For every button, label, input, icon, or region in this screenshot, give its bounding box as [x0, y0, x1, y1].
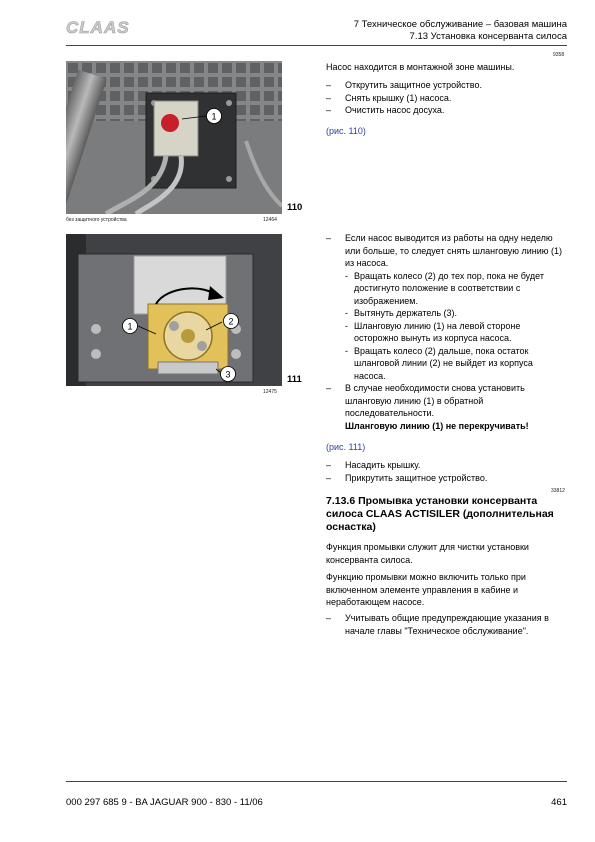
sub-list-item: - Вращать колесо (2) до тех пор, пока не будет достигнуто положение в соответствии с изображением.: [345, 270, 544, 306]
chapter-title: 7 Техническое обслуживание – базовая машина: [353, 19, 567, 30]
figure-110-link[interactable]: (рис. 110): [326, 126, 366, 136]
list-item: – Открутить защитное устройство.: [326, 80, 482, 90]
figure-111-photo: [66, 234, 282, 386]
figure-111-number: 111: [287, 374, 302, 385]
figure-110-caption: без защитного устройства: [66, 217, 127, 223]
section-heading: 7.13.6 Промывка установки консерванта силоса CLAAS ACTISILER (дополнительная оснастка): [326, 495, 554, 533]
sub-list-item: - Вытянуть держатель (3).: [345, 308, 458, 318]
paragraph-2: Функцию промывки можно включить только при включенном элементе управления в кабине и неработающем насосе.: [326, 572, 526, 607]
svg-text:CLAAS: CLAAS: [66, 18, 130, 37]
step-list-1: [326, 79, 566, 117]
step-list-2: [326, 459, 566, 484]
paragraph-1: Функция промывки служит для чистки установки консерванта силоса.: [326, 542, 529, 565]
list-item: – Учитывать общие предупреждающие указания в начале главы "Техническое обслуживание".: [326, 613, 549, 636]
svg-text:2: 2: [228, 316, 234, 327]
section-title: 7.13 Установка консерванта силоса: [409, 31, 567, 42]
svg-text:3: 3: [225, 369, 231, 380]
list-item: – В случае необходимости снова установить шланговую линию (1) в обратной последовательности.: [326, 383, 525, 418]
warning-text: Шланговую линию (1) не перекручивать!: [345, 420, 529, 431]
figure-110-number: 110: [287, 202, 303, 213]
claas-logo: [66, 17, 142, 37]
figure-110-photo: [66, 61, 282, 214]
list-item: – Если насос выводится из работы на одну неделю или больше, то следует снять шланговую линию (1) из насоса.: [326, 233, 563, 268]
svg-text:1: 1: [127, 321, 133, 332]
list-item: – Насадить крышку.: [326, 460, 421, 470]
figure-111-link[interactable]: (рис. 111): [326, 442, 366, 452]
figure-111-ref: 12475: [263, 389, 277, 395]
list-item: – Очистить насос досуха.: [326, 105, 445, 115]
figure-110-ref: 12464: [263, 217, 277, 223]
svg-text:1: 1: [211, 111, 217, 122]
ref-33812: 33812: [551, 488, 565, 494]
sub-list-item: - Шланговую линию (1) на левой стороне осторожно вынуть из корпуса насоса.: [345, 320, 521, 343]
footer-doc-id: 000 297 685 9 - BA JAGUAR 900 - 830 - 11/06: [66, 797, 263, 808]
sub-list-item: - Вращать колесо (2) дальше, пока остаток шланговой линии (2) не выйдет из корпуса насоса.: [345, 345, 533, 381]
step-list-3: [326, 612, 566, 637]
list-item: – Прикрутить защитное устройство.: [326, 472, 488, 483]
list-item: – Снять крышку (1) насоса.: [326, 92, 452, 103]
intro-text: Насос находится в монтажной зоне машины.: [326, 62, 515, 72]
ref-9358: 9358: [553, 52, 565, 58]
decommission-block: [326, 232, 566, 432]
footer-rule: [66, 781, 567, 782]
header-rule: [66, 45, 567, 46]
page-number: 461: [551, 797, 567, 808]
